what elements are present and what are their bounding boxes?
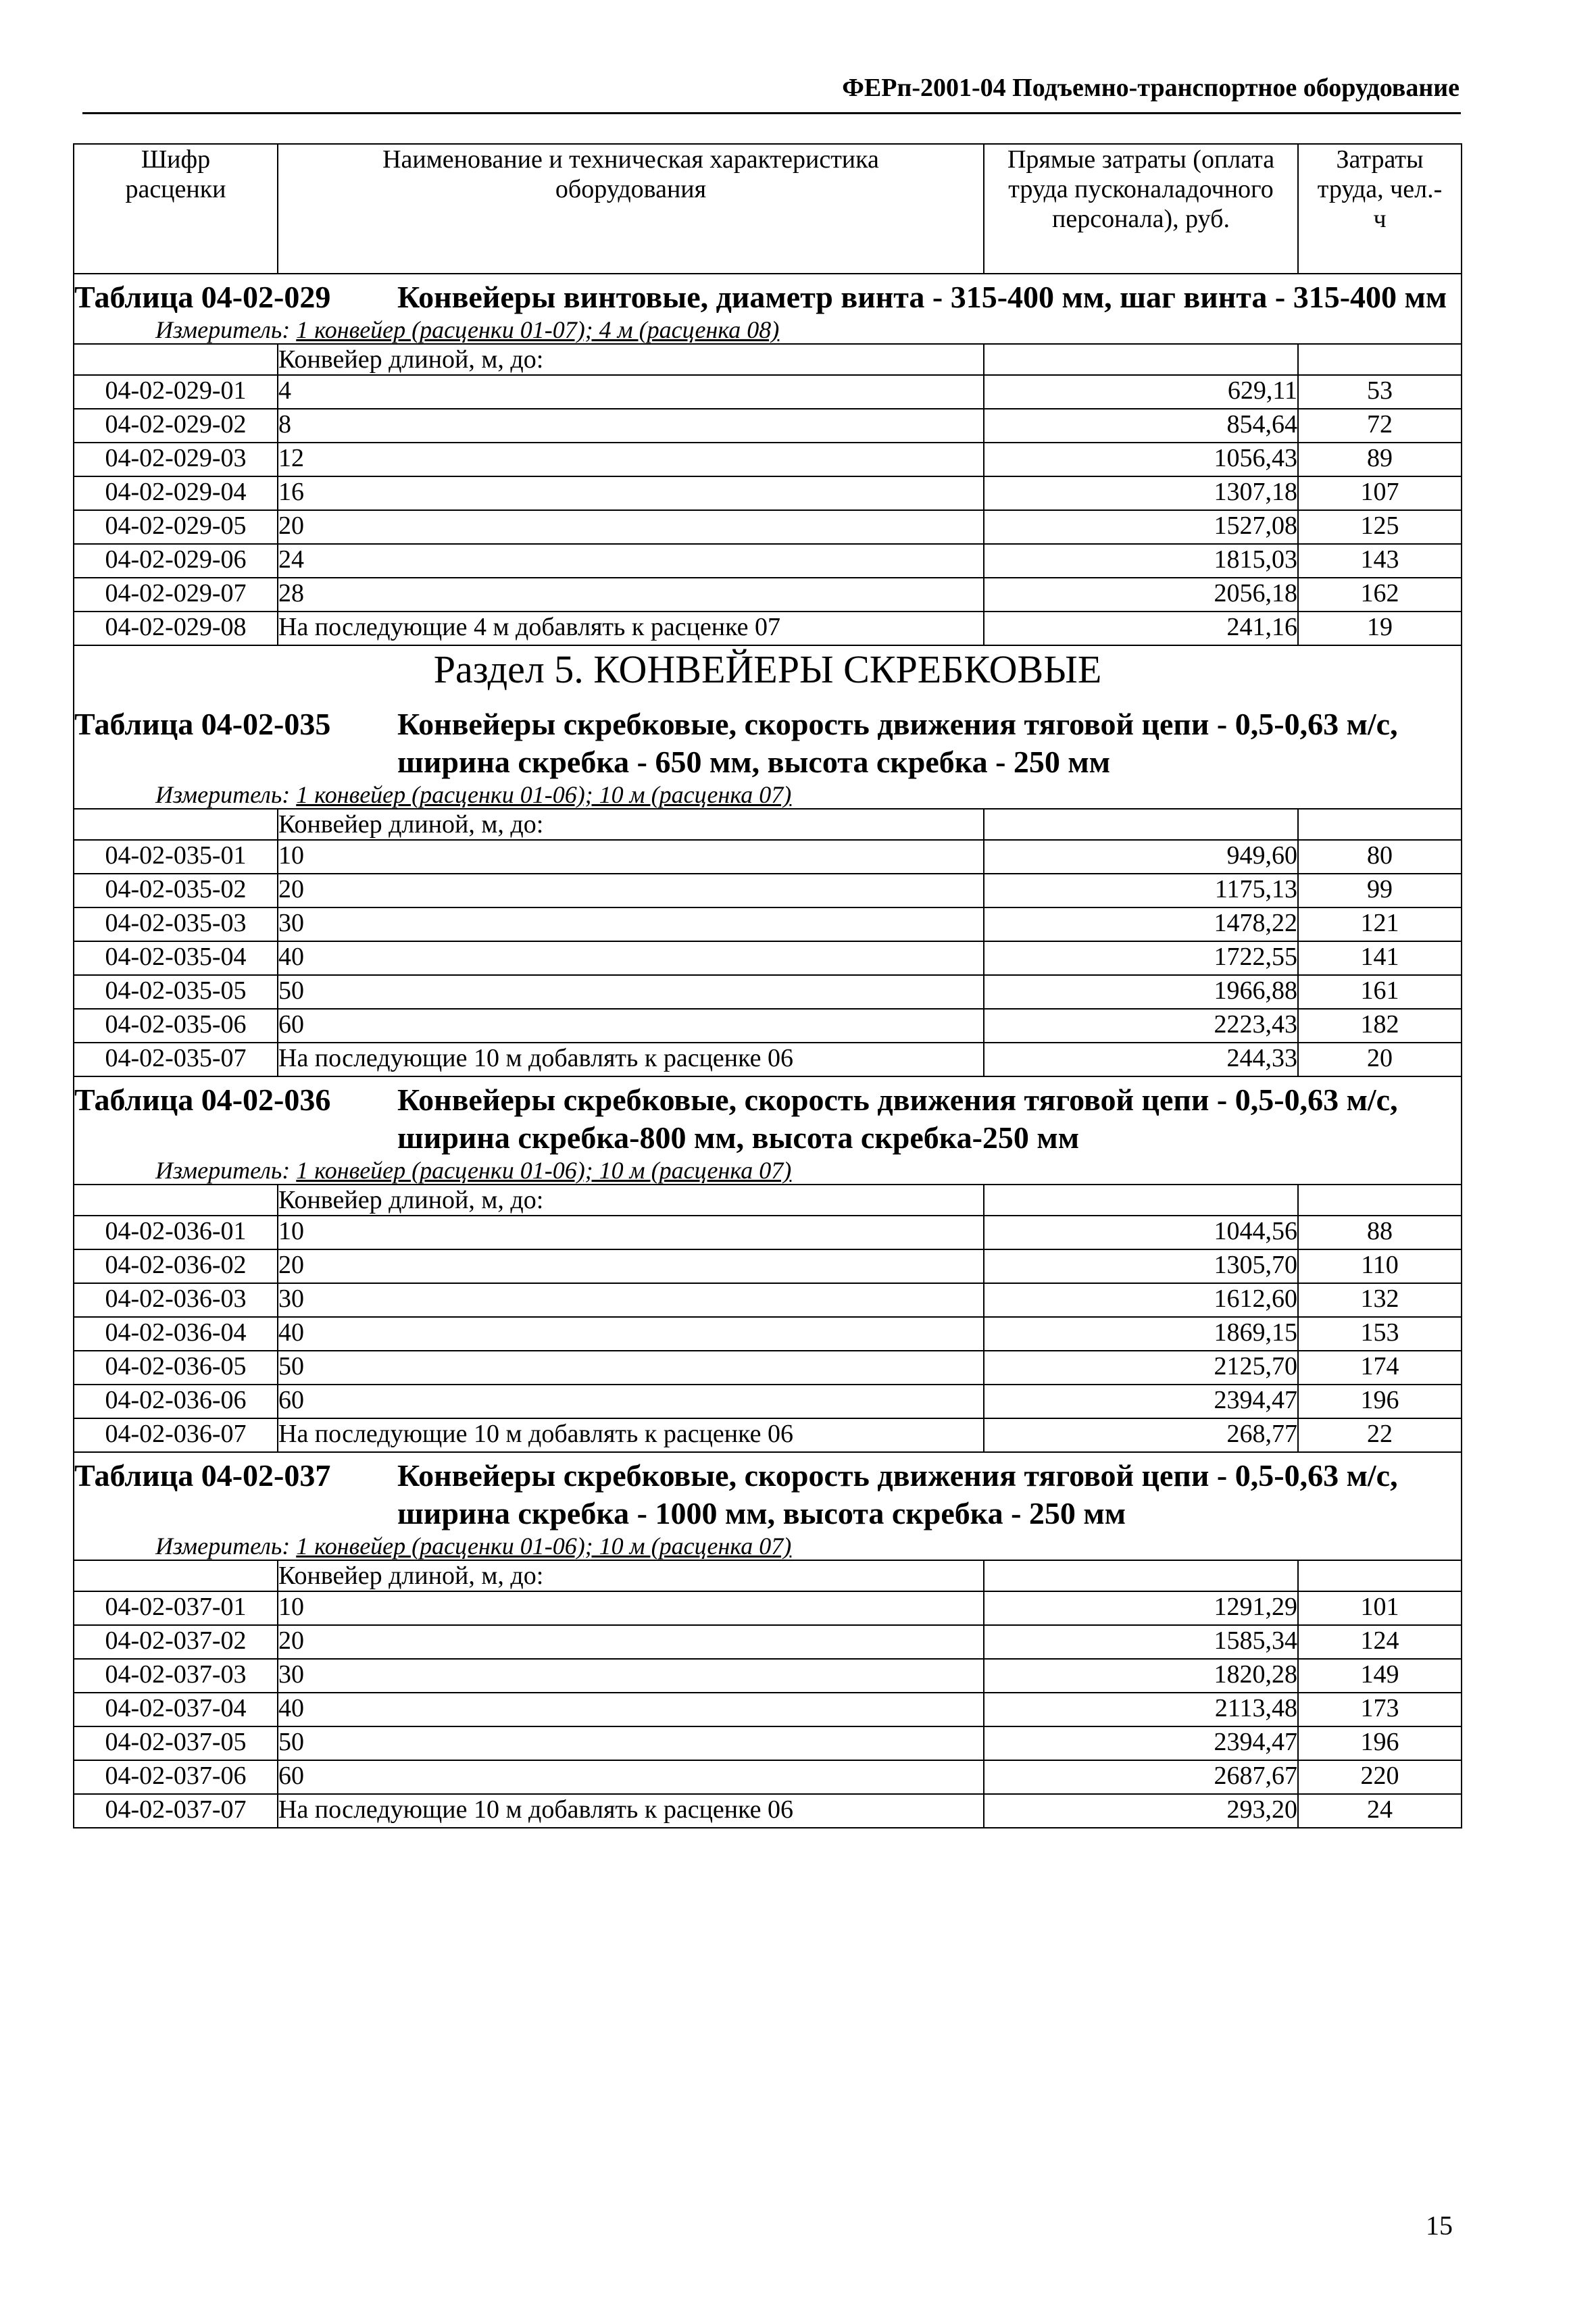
measure-line [74, 316, 1461, 343]
table-row [74, 1418, 1462, 1452]
labor-value: 20 [1298, 1043, 1462, 1076]
direct-cost-value: 1585,34 [984, 1625, 1298, 1659]
table-row [74, 443, 1462, 476]
column-header-direct-costs: Прямые затраты (оплата труда пусконаладочного персонала), руб. [984, 144, 1298, 274]
table-title-row [74, 701, 1462, 809]
rate-description: 8 [278, 409, 984, 443]
table-row [74, 612, 1462, 645]
table-row [74, 1009, 1462, 1043]
labor-value: 88 [1298, 1216, 1462, 1249]
measure-text: 1 конвейер (расценки 01-06); 10 м (расценка 07) [296, 1157, 792, 1184]
table-row [74, 874, 1462, 907]
rate-code: 04-02-035-05 [74, 975, 278, 1009]
sub-header-label: Конвейер длиной, м, до: [278, 1560, 984, 1591]
running-header: ФЕРп-2001-04 Подъемно-транспортное оборудование [842, 74, 1460, 102]
table-row [74, 840, 1462, 874]
labor-value: 22 [1298, 1418, 1462, 1452]
rate-description: 20 [278, 874, 984, 907]
rate-code: 04-02-037-01 [74, 1591, 278, 1625]
table-row [74, 1385, 1462, 1418]
direct-cost-value: 2125,70 [984, 1351, 1298, 1385]
labor-value: 162 [1298, 578, 1462, 612]
rate-code: 04-02-036-06 [74, 1385, 278, 1418]
rate-description: 30 [278, 1283, 984, 1317]
table-number: Таблица 04-02-036 [74, 1082, 331, 1117]
rate-description: 30 [278, 1659, 984, 1693]
direct-cost-value: 854,64 [984, 409, 1298, 443]
sub-header-code-cell [74, 1560, 278, 1591]
table-title-cell [74, 274, 1462, 344]
rate-description: 50 [278, 1726, 984, 1760]
table-row [74, 1625, 1462, 1659]
table-row [74, 1283, 1462, 1317]
rate-code: 04-02-037-06 [74, 1760, 278, 1794]
measure-text: 1 конвейер (расценки 01-06); 10 м (расценка 07) [296, 781, 792, 808]
table-title-row [74, 274, 1462, 344]
rate-code: 04-02-029-04 [74, 476, 278, 510]
labor-value: 101 [1298, 1591, 1462, 1625]
rate-code: 04-02-036-03 [74, 1283, 278, 1317]
sub-header-cost-cell [984, 1560, 1298, 1591]
direct-cost-value: 293,20 [984, 1794, 1298, 1828]
rate-code: 04-02-029-05 [74, 510, 278, 544]
sub-header-cost-cell [984, 1185, 1298, 1216]
direct-cost-value: 1044,56 [984, 1216, 1298, 1249]
rate-code: 04-02-037-04 [74, 1693, 278, 1726]
table-title [74, 1453, 1461, 1533]
sub-header-row [74, 809, 1462, 840]
rates-table [73, 143, 1462, 1828]
rate-code: 04-02-037-03 [74, 1659, 278, 1693]
rate-description: 50 [278, 1351, 984, 1385]
rate-description: На последующие 4 м добавлять к расценке 07 [278, 612, 984, 645]
direct-cost-value: 1815,03 [984, 544, 1298, 578]
column-header-name: Наименование и техническая характеристика оборудования [278, 144, 984, 274]
table-row [74, 1693, 1462, 1726]
table-title-row [74, 1452, 1462, 1560]
rate-code: 04-02-029-07 [74, 578, 278, 612]
labor-value: 161 [1298, 975, 1462, 1009]
table-row [74, 975, 1462, 1009]
rate-code: 04-02-036-02 [74, 1249, 278, 1283]
table-row [74, 476, 1462, 510]
rate-code: 04-02-035-07 [74, 1043, 278, 1076]
labor-value: 121 [1298, 907, 1462, 941]
direct-cost-value: 2394,47 [984, 1726, 1298, 1760]
direct-cost-value: 1869,15 [984, 1317, 1298, 1351]
table-title-cell [74, 1076, 1462, 1185]
rate-code: 04-02-029-02 [74, 409, 278, 443]
rate-description: 10 [278, 840, 984, 874]
table-row [74, 1043, 1462, 1076]
direct-cost-value: 244,33 [984, 1043, 1298, 1076]
rate-description: 30 [278, 907, 984, 941]
direct-cost-value: 268,77 [984, 1418, 1298, 1452]
labor-value: 89 [1298, 443, 1462, 476]
column-header-labor: Затраты труда, чел.-ч [1298, 144, 1462, 274]
rate-description: На последующие 10 м добавлять к расценке 06 [278, 1043, 984, 1076]
rate-code: 04-02-029-03 [74, 443, 278, 476]
sub-header-code-cell [74, 1185, 278, 1216]
direct-cost-value: 1527,08 [984, 510, 1298, 544]
labor-value: 132 [1298, 1283, 1462, 1317]
measure-line [74, 1157, 1461, 1184]
rate-description: На последующие 10 м добавлять к расценке 06 [278, 1418, 984, 1452]
labor-value: 143 [1298, 544, 1462, 578]
table-caption: Конвейеры скребковые, скорость движения тяговой цепи - 0,5-0,63 м/с, ширина скребка-800 мм, высота скребка-250 мм [397, 1082, 1398, 1155]
labor-value: 99 [1298, 874, 1462, 907]
measure-label: Измеритель: [155, 316, 291, 343]
direct-cost-value: 241,16 [984, 612, 1298, 645]
measure-line [74, 1533, 1461, 1560]
labor-value: 53 [1298, 375, 1462, 409]
direct-cost-value: 1820,28 [984, 1659, 1298, 1693]
measure-text: 1 конвейер (расценки 01-07); 4 м (расценка 08) [296, 316, 780, 343]
table-row [74, 1317, 1462, 1351]
page-number: 15 [1426, 2210, 1453, 2241]
rate-description: 60 [278, 1385, 984, 1418]
labor-value: 19 [1298, 612, 1462, 645]
labor-value: 72 [1298, 409, 1462, 443]
rate-description: 10 [278, 1216, 984, 1249]
labor-value: 110 [1298, 1249, 1462, 1283]
rate-code: 04-02-036-05 [74, 1351, 278, 1385]
measure-text: 1 конвейер (расценки 01-06); 10 м (расценка 07) [296, 1533, 792, 1560]
measure-line [74, 781, 1461, 808]
table-row [74, 1659, 1462, 1693]
labor-value: 24 [1298, 1794, 1462, 1828]
table-row [74, 578, 1462, 612]
table-row [74, 510, 1462, 544]
rate-description: 10 [278, 1591, 984, 1625]
table-number: Таблица 04-02-037 [74, 1458, 331, 1493]
measure-label: Измеритель: [155, 1533, 291, 1560]
rate-description: 16 [278, 476, 984, 510]
table-row [74, 1726, 1462, 1760]
column-header-row [74, 144, 1462, 274]
rate-code: 04-02-037-02 [74, 1625, 278, 1659]
sub-header-cost-cell [984, 809, 1298, 840]
rate-description: 20 [278, 510, 984, 544]
labor-value: 220 [1298, 1760, 1462, 1794]
sub-header-cost-cell [984, 344, 1298, 375]
rate-description: 20 [278, 1625, 984, 1659]
table-row [74, 941, 1462, 975]
direct-cost-value: 2223,43 [984, 1009, 1298, 1043]
sub-header-code-cell [74, 344, 278, 375]
table-title [74, 274, 1461, 316]
direct-cost-value: 2113,48 [984, 1693, 1298, 1726]
direct-cost-value: 949,60 [984, 840, 1298, 874]
rate-description: 20 [278, 1249, 984, 1283]
rate-description: 40 [278, 941, 984, 975]
rate-code: 04-02-036-01 [74, 1216, 278, 1249]
table-row [74, 1249, 1462, 1283]
table-row [74, 1591, 1462, 1625]
rate-code: 04-02-036-07 [74, 1418, 278, 1452]
rate-description: 12 [278, 443, 984, 476]
labor-value: 196 [1298, 1385, 1462, 1418]
rate-description: 28 [278, 578, 984, 612]
direct-cost-value: 1056,43 [984, 443, 1298, 476]
table-row [74, 544, 1462, 578]
direct-cost-value: 1291,29 [984, 1591, 1298, 1625]
direct-cost-value: 629,11 [984, 375, 1298, 409]
table-caption: Конвейеры скребковые, скорость движения тяговой цепи - 0,5-0,63 м/с, ширина скребка - 1000 мм, высота скребка - 250 мм [397, 1458, 1398, 1530]
rate-code: 04-02-029-06 [74, 544, 278, 578]
sub-header-label: Конвейер длиной, м, до: [278, 1185, 984, 1216]
rate-code: 04-02-035-04 [74, 941, 278, 975]
direct-cost-value: 1722,55 [984, 941, 1298, 975]
rate-code: 04-02-035-03 [74, 907, 278, 941]
section-title-row [74, 645, 1462, 701]
rate-description: 40 [278, 1693, 984, 1726]
sub-header-labor-cell [1298, 344, 1462, 375]
direct-cost-value: 1966,88 [984, 975, 1298, 1009]
labor-value: 182 [1298, 1009, 1462, 1043]
rate-description: 60 [278, 1009, 984, 1043]
section-title: Раздел 5. КОНВЕЙЕРЫ СКРЕБКОВЫЕ [74, 645, 1462, 701]
table-title-row [74, 1076, 1462, 1185]
table-number: Таблица 04-02-035 [74, 707, 331, 741]
direct-cost-value: 2056,18 [984, 578, 1298, 612]
sub-header-label: Конвейер длиной, м, до: [278, 809, 984, 840]
sub-header-row [74, 1560, 1462, 1591]
rate-description: 40 [278, 1317, 984, 1351]
direct-cost-value: 1307,18 [984, 476, 1298, 510]
labor-value: 153 [1298, 1317, 1462, 1351]
column-header-code: Шифр расценки [74, 144, 278, 274]
rate-description: 4 [278, 375, 984, 409]
rate-code: 04-02-029-01 [74, 375, 278, 409]
table-title-cell [74, 1452, 1462, 1560]
sub-header-row [74, 344, 1462, 375]
table-title [74, 701, 1461, 781]
labor-value: 173 [1298, 1693, 1462, 1726]
direct-cost-value: 1305,70 [984, 1249, 1298, 1283]
header-rule [82, 112, 1461, 114]
table-row [74, 1760, 1462, 1794]
sub-header-label: Конвейер длиной, м, до: [278, 344, 984, 375]
rate-description: 50 [278, 975, 984, 1009]
rate-code: 04-02-035-06 [74, 1009, 278, 1043]
rate-code: 04-02-035-02 [74, 874, 278, 907]
labor-value: 141 [1298, 941, 1462, 975]
direct-cost-value: 2394,47 [984, 1385, 1298, 1418]
sub-header-labor-cell [1298, 1185, 1462, 1216]
table-row [74, 1351, 1462, 1385]
rate-code: 04-02-036-04 [74, 1317, 278, 1351]
table-row [74, 907, 1462, 941]
sub-header-code-cell [74, 809, 278, 840]
direct-cost-value: 1175,13 [984, 874, 1298, 907]
labor-value: 107 [1298, 476, 1462, 510]
labor-value: 196 [1298, 1726, 1462, 1760]
rate-code: 04-02-035-01 [74, 840, 278, 874]
direct-cost-value: 1612,60 [984, 1283, 1298, 1317]
rate-description: 24 [278, 544, 984, 578]
rate-description: 60 [278, 1760, 984, 1794]
sub-header-labor-cell [1298, 1560, 1462, 1591]
rate-description: На последующие 10 м добавлять к расценке 06 [278, 1794, 984, 1828]
table-number: Таблица 04-02-029 [74, 280, 331, 314]
sub-header-labor-cell [1298, 809, 1462, 840]
sub-header-row [74, 1185, 1462, 1216]
rate-code: 04-02-037-05 [74, 1726, 278, 1760]
labor-value: 149 [1298, 1659, 1462, 1693]
table-title-cell [74, 701, 1462, 809]
table-row [74, 375, 1462, 409]
labor-value: 125 [1298, 510, 1462, 544]
rate-code: 04-02-029-08 [74, 612, 278, 645]
measure-label: Измеритель: [155, 1157, 291, 1184]
labor-value: 174 [1298, 1351, 1462, 1385]
labor-value: 124 [1298, 1625, 1462, 1659]
direct-cost-value: 1478,22 [984, 907, 1298, 941]
table-row [74, 1794, 1462, 1828]
labor-value: 80 [1298, 840, 1462, 874]
table-caption: Конвейеры винтовые, диаметр винта - 315-400 мм, шаг винта - 315-400 мм [397, 280, 1447, 314]
table-row [74, 409, 1462, 443]
rate-code: 04-02-037-07 [74, 1794, 278, 1828]
measure-label: Измеритель: [155, 781, 291, 808]
table-title [74, 1077, 1461, 1157]
direct-cost-value: 2687,67 [984, 1760, 1298, 1794]
table-row [74, 1216, 1462, 1249]
table-caption: Конвейеры скребковые, скорость движения тяговой цепи - 0,5-0,63 м/с, ширина скребка - 650 мм, высота скребка - 250 мм [397, 707, 1398, 779]
rates-table-body [74, 144, 1462, 1828]
